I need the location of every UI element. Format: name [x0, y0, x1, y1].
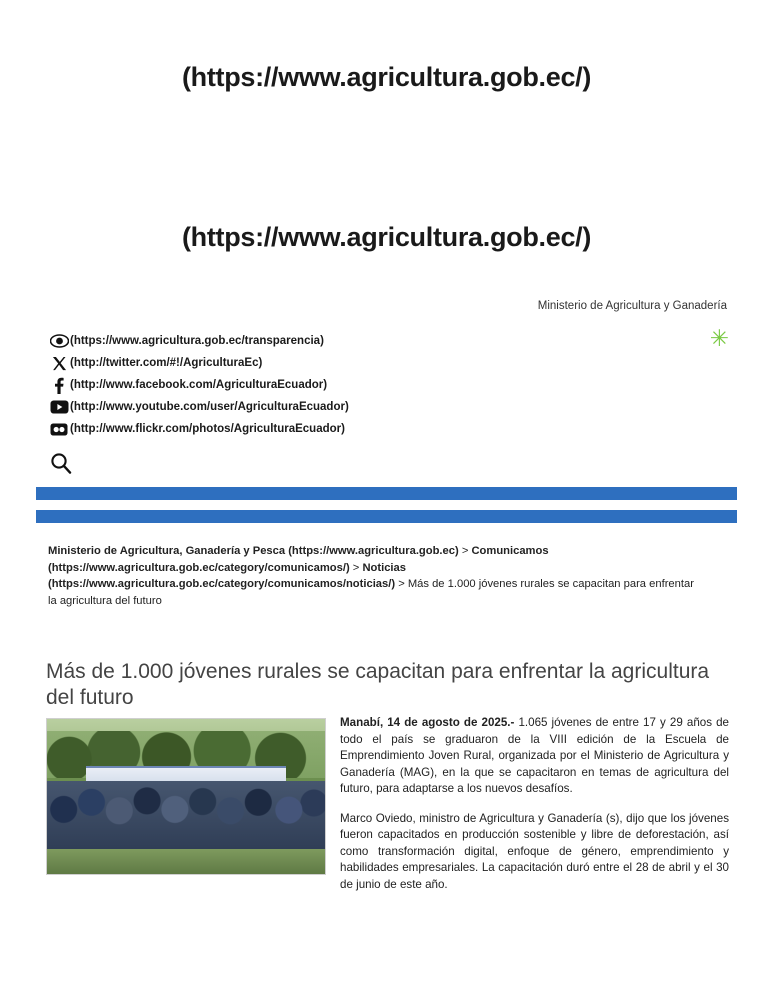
breadcrumb-separator: >	[395, 578, 408, 590]
article-dateline: Manabí, 14 de agosto de 2025.-	[340, 716, 515, 729]
link-label: (http://twitter.com/#!/AgriculturaEc)	[70, 357, 263, 369]
article-image	[46, 718, 326, 875]
link-label: (https://www.agricultura.gob.ec/transparencia)	[70, 335, 324, 347]
breadcrumb-item-comunicamos[interactable]: Comunicamos (https://www.agricultura.gob.ec/category/comunicamos/)	[48, 545, 549, 574]
decorative-bar-top	[36, 487, 737, 500]
breadcrumb-item-home[interactable]: Ministerio de Agricultura, Ganadería y Pesca (https://www.agricultura.gob.ec)	[48, 545, 459, 557]
brand-link-secondary[interactable]: (https://www.agricultura.gob.ec/)	[181, 222, 592, 252]
link-row-youtube[interactable]	[48, 396, 688, 418]
page-title: Más de 1.000 jóvenes rurales se capacitan para enfrentar la agricultura del futuro	[46, 660, 710, 710]
link-label: (http://www.flickr.com/photos/AgriculturaEcuador)	[70, 423, 345, 435]
search-icon	[50, 452, 72, 474]
facebook-icon	[48, 375, 70, 395]
decorative-bar-bottom	[36, 510, 737, 523]
flickr-icon	[48, 419, 70, 439]
social-links-list	[48, 330, 688, 440]
eye-icon	[48, 331, 70, 351]
asterisk-icon: ✳	[709, 325, 729, 351]
link-label: (http://www.youtube.com/user/AgriculturaEcuador)	[70, 401, 349, 413]
breadcrumb-item-current: Más de 1.000 jóvenes rurales se capacitan para enfrentar la agricultura del futuro	[48, 578, 694, 607]
link-row-facebook[interactable]	[48, 374, 688, 396]
article-body	[46, 715, 729, 906]
ministry-caption: Ministerio de Agricultura y Ganadería	[537, 300, 727, 312]
breadcrumb-separator: >	[458, 545, 472, 557]
photo-ground	[47, 849, 325, 874]
x-twitter-icon	[48, 353, 70, 373]
link-row-twitter[interactable]	[48, 352, 688, 374]
breadcrumb-separator: >	[349, 561, 363, 574]
breadcrumb	[48, 543, 700, 609]
article-paragraph-2: Marco Oviedo, ministro de Agricultura y Ganadería (s), dijo que los jóvenes fueron capacitados en producción sostenible y libre de deforestación, así como transformación digital, enfoque de género, emprendimiento y habilidades empresariales. La capacitación duró entre el 28 de abril y el 30 de junio de este año.	[340, 811, 729, 891]
link-label: (http://www.facebook.com/AgriculturaEcuador)	[70, 379, 328, 391]
article-paragraph-1-text: 1.065 jóvenes de entre 17 y 29 años de todo el país se graduaron de la VIII edición de la Escuela de Emprendimiento Joven Rural, organizada por el Ministerio de Agricultura y Ganadería (MAG), en la que se capacitaron en temas de agricultura del futuro, para adaptarse a los nuevos desafíos.	[340, 716, 729, 795]
photo-crowd	[47, 781, 325, 852]
link-row-transparencia[interactable]	[48, 330, 688, 352]
youtube-icon	[48, 397, 70, 417]
search-button[interactable]	[50, 452, 72, 479]
link-row-flickr[interactable]	[48, 418, 688, 440]
brand-link-primary[interactable]: (https://www.agricultura.gob.ec/)	[181, 62, 592, 92]
breadcrumb-item-noticias[interactable]: Noticias (https://www.agricultura.gob.ec/category/comunicamos/noticias/)	[48, 561, 406, 590]
